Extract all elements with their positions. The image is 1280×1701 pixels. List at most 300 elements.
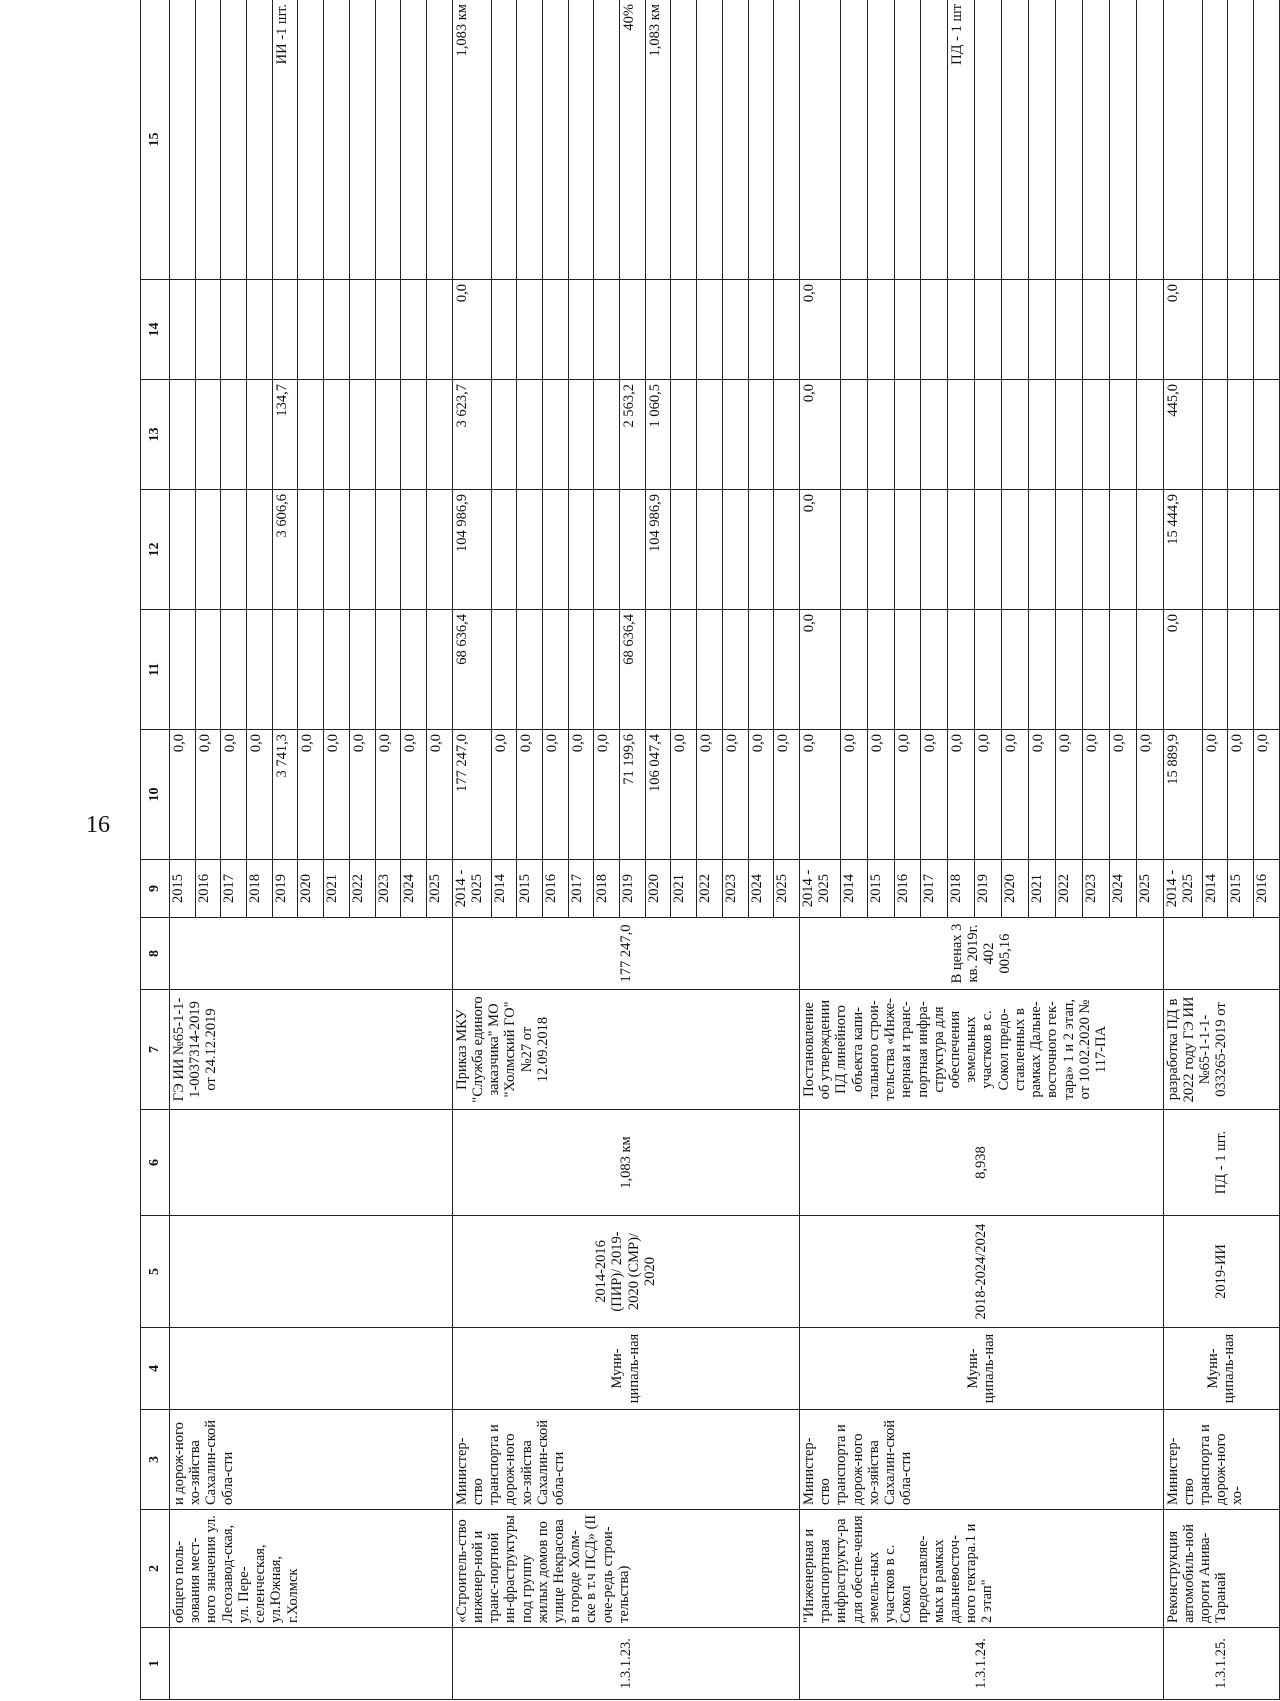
year-cell: 2021 (671, 860, 697, 918)
federal-cell (1029, 610, 1056, 730)
local-cell (1082, 380, 1109, 490)
investment-table (140, 0, 1280, 1700)
local-cell: 2 563,2 (620, 380, 646, 490)
table-row (170, 0, 196, 1700)
total-cell: 177 247,0 (452, 730, 491, 860)
year-cell: 2024 (1109, 860, 1136, 918)
regional-cell: 0,0 (799, 490, 840, 610)
customer-cell: и дорож-ного хо-зяйства Сахалин-ской обла-сти (170, 1410, 453, 1510)
result-cell (921, 0, 948, 280)
result-cell (840, 0, 867, 280)
other-cell (697, 280, 723, 380)
federal-cell (247, 610, 273, 730)
column-header-2: 2 (141, 1510, 170, 1628)
other-cell: 0,0 (799, 280, 840, 380)
total-cell: 0,0 (774, 730, 800, 860)
total-cell: 0,0 (491, 730, 517, 860)
federal-cell: 68 636,4 (452, 610, 491, 730)
result-cell (1202, 0, 1228, 280)
other-cell (867, 280, 894, 380)
federal-cell (748, 610, 774, 730)
local-cell: 1 060,5 (645, 380, 671, 490)
total-cell: 0,0 (375, 730, 401, 860)
total-cell: 0,0 (170, 730, 196, 860)
regional-cell (401, 490, 427, 610)
regional-cell (697, 490, 723, 610)
regional-cell (170, 490, 196, 610)
result-cell (594, 0, 620, 280)
other-cell (840, 280, 867, 380)
federal-cell (298, 610, 324, 730)
federal-cell (349, 610, 375, 730)
federal-cell (921, 610, 948, 730)
other-cell (1082, 280, 1109, 380)
result-cell (1136, 0, 1163, 280)
local-cell (594, 380, 620, 490)
customer-cell: Министер-ство транспорта и дорож-ного хо-зяйства Сахалин-ской обла-сти (799, 1410, 1163, 1510)
regional-cell (620, 490, 646, 610)
federal-cell (975, 610, 1002, 730)
federal-cell (543, 610, 569, 730)
total-cell: 0,0 (426, 730, 452, 860)
federal-cell (774, 610, 800, 730)
result-cell (221, 0, 247, 280)
ownership-type-cell: Муни-ципаль-ная (799, 1328, 1163, 1410)
local-cell (247, 380, 273, 490)
total-cell: 0,0 (1254, 730, 1280, 860)
regional-cell (894, 490, 921, 610)
local-cell: 3 623,7 (452, 380, 491, 490)
local-cell: 134,7 (272, 380, 298, 490)
result-cell (543, 0, 569, 280)
local-cell (748, 380, 774, 490)
local-cell (774, 380, 800, 490)
year-cell: 2017 (568, 860, 594, 918)
regional-cell (195, 490, 221, 610)
local-cell (568, 380, 594, 490)
total-cell: 0,0 (921, 730, 948, 860)
year-cell: 2023 (1082, 860, 1109, 918)
federal-cell (491, 610, 517, 730)
total-cell: 0,0 (195, 730, 221, 860)
column-header-12: 12 (141, 490, 170, 610)
federal-cell (867, 610, 894, 730)
federal-cell (1002, 610, 1029, 730)
regional-cell (948, 490, 975, 610)
other-cell (975, 280, 1002, 380)
year-cell: 2014 - 2025 (799, 860, 840, 918)
other-cell (748, 280, 774, 380)
total-cell: 0,0 (1228, 730, 1254, 860)
other-cell (722, 280, 748, 380)
year-cell: 2019 (620, 860, 646, 918)
other-cell (645, 280, 671, 380)
local-cell (1228, 380, 1254, 490)
total-cell: 0,0 (247, 730, 273, 860)
total-cell: 0,0 (867, 730, 894, 860)
local-cell (221, 380, 247, 490)
regional-cell (774, 490, 800, 610)
federal-cell (1082, 610, 1109, 730)
other-cell (594, 280, 620, 380)
document-cell: ГЭ ИИ №65-1-1-1-0037314-2019 от 24.12.2019 (170, 990, 453, 1110)
year-cell: 2019 (272, 860, 298, 918)
year-cell: 2015 (170, 860, 196, 918)
other-cell (375, 280, 401, 380)
other-cell (324, 280, 350, 380)
regional-cell (1055, 490, 1082, 610)
document-cell: Приказ МКУ "Служба единого заказчика" МО "Холмский ГО" №27 от 12.09.2018 (452, 990, 799, 1110)
local-cell (349, 380, 375, 490)
federal-cell (697, 610, 723, 730)
other-cell (1109, 280, 1136, 380)
year-cell: 2022 (1055, 860, 1082, 918)
total-cell: 0,0 (1055, 730, 1082, 860)
local-cell (491, 380, 517, 490)
federal-cell (272, 610, 298, 730)
result-cell (722, 0, 748, 280)
result-cell: ПД - 1 шт (948, 0, 975, 280)
column-header-11: 11 (141, 610, 170, 730)
year-cell: 2019 (975, 860, 1002, 918)
local-cell (1109, 380, 1136, 490)
total-cell: 0,0 (1082, 730, 1109, 860)
document-cell: Постановление об утверждении ПД линейного объекта капи-тального строи-тельства «Инже-нерная и транс-портная инфра-структура для обеспечения земельных участков в с. Сокол предо-ставленных в рамках Дальне-восточного гек-тара» 1 и 2 этап, от 10.02.2020 № 117-ПА (799, 990, 1163, 1110)
local-cell (975, 380, 1002, 490)
result-cell (867, 0, 894, 280)
local-cell (426, 380, 452, 490)
other-cell (1055, 280, 1082, 380)
year-cell: 2014 - 2025 (1163, 860, 1202, 918)
regional-cell (491, 490, 517, 610)
other-cell (247, 280, 273, 380)
result-cell (1109, 0, 1136, 280)
local-cell (1202, 380, 1228, 490)
federal-cell (1254, 610, 1280, 730)
regional-cell (1254, 490, 1280, 610)
other-cell (1228, 280, 1254, 380)
local-cell (324, 380, 350, 490)
page-number: 16 (86, 812, 110, 838)
federal-cell (324, 610, 350, 730)
year-cell: 2014 (1202, 860, 1228, 918)
result-cell (1254, 0, 1280, 280)
result-cell (401, 0, 427, 280)
federal-cell (948, 610, 975, 730)
year-cell: 2017 (221, 860, 247, 918)
other-cell (1029, 280, 1056, 380)
local-cell (697, 380, 723, 490)
local-cell (948, 380, 975, 490)
other-cell (1136, 280, 1163, 380)
object-name-cell: общего поль-зования мест-ного значения ул. Лесозавод-ская, ул. Пере-селенческая, ул.Южная, г.Холмск (170, 1510, 453, 1628)
total-cell: 0,0 (1029, 730, 1056, 860)
federal-cell: 0,0 (1163, 610, 1202, 730)
local-cell (1254, 380, 1280, 490)
result-cell (324, 0, 350, 280)
total-cell: 0,0 (401, 730, 427, 860)
result-cell (375, 0, 401, 280)
regional-cell (1029, 490, 1056, 610)
result-cell (748, 0, 774, 280)
other-cell (1202, 280, 1228, 380)
regional-cell (1082, 490, 1109, 610)
local-cell (867, 380, 894, 490)
other-cell (1002, 280, 1029, 380)
estimated-cost-cell (1163, 918, 1279, 990)
regional-cell (543, 490, 569, 610)
local-cell (840, 380, 867, 490)
other-cell (568, 280, 594, 380)
other-cell (620, 280, 646, 380)
other-cell (426, 280, 452, 380)
regional-cell (298, 490, 324, 610)
column-header-10: 10 (141, 730, 170, 860)
regional-cell (1228, 490, 1254, 610)
column-header-14: 14 (141, 280, 170, 380)
result-cell: ИИ -1 шт. (272, 0, 298, 280)
object-number-cell: 1.3.1.24. (799, 1628, 1163, 1700)
federal-cell (221, 610, 247, 730)
year-cell: 2024 (748, 860, 774, 918)
column-header-5: 5 (141, 1216, 170, 1328)
regional-cell (594, 490, 620, 610)
other-cell (543, 280, 569, 380)
result-cell (170, 0, 196, 280)
customer-cell: Министер-ство транспорта и дорож-ного хо-зяйства Сахалин-ской обла-сти (452, 1410, 799, 1510)
table-row (1163, 0, 1202, 1700)
year-cell: 2024 (401, 860, 427, 918)
column-header-6: 6 (141, 1110, 170, 1216)
year-cell: 2020 (298, 860, 324, 918)
result-cell (426, 0, 452, 280)
other-cell (894, 280, 921, 380)
period-cell: 2018-2024/2024 (799, 1216, 1163, 1328)
table-row (452, 0, 491, 1700)
column-header-9: 9 (141, 860, 170, 918)
local-cell (921, 380, 948, 490)
result-cell (568, 0, 594, 280)
total-cell: 0,0 (298, 730, 324, 860)
regional-cell (1202, 490, 1228, 610)
federal-cell (375, 610, 401, 730)
total-cell: 0,0 (975, 730, 1002, 860)
federal-cell (1228, 610, 1254, 730)
year-cell: 2021 (324, 860, 350, 918)
federal-cell (426, 610, 452, 730)
federal-cell (1055, 610, 1082, 730)
other-cell (671, 280, 697, 380)
total-cell: 0,0 (799, 730, 840, 860)
local-cell (195, 380, 221, 490)
regional-cell (921, 490, 948, 610)
total-cell: 0,0 (324, 730, 350, 860)
federal-cell (401, 610, 427, 730)
table-row (799, 0, 840, 1700)
object-name-cell: Реконструкция автомобиль-ной дороги Анива-Таранай (1163, 1510, 1279, 1628)
column-header-8: 8 (141, 918, 170, 990)
total-cell: 0,0 (594, 730, 620, 860)
result-cell (517, 0, 543, 280)
other-cell: 0,0 (452, 280, 491, 380)
federal-cell (645, 610, 671, 730)
federal-cell (722, 610, 748, 730)
estimated-cost-cell: В ценах 3 кв. 2019г. 402 005,16 (799, 918, 1163, 990)
other-cell: 0,0 (1163, 280, 1202, 380)
federal-cell (840, 610, 867, 730)
regional-cell (722, 490, 748, 610)
result-cell (975, 0, 1002, 280)
document-cell: разработка ПД в 2022 году ГЭ ИИ №65-1-1-1-033265-2019 от (1163, 990, 1279, 1110)
federal-cell (671, 610, 697, 730)
year-cell: 2025 (1136, 860, 1163, 918)
estimated-cost-cell: 177 247,0 (452, 918, 799, 990)
regional-cell (840, 490, 867, 610)
regional-cell (1109, 490, 1136, 610)
year-cell: 2016 (543, 860, 569, 918)
total-cell: 0,0 (671, 730, 697, 860)
total-cell: 15 889,9 (1163, 730, 1202, 860)
year-cell: 2016 (195, 860, 221, 918)
other-cell (948, 280, 975, 380)
total-cell: 0,0 (1136, 730, 1163, 860)
result-cell (298, 0, 324, 280)
other-cell (921, 280, 948, 380)
local-cell: 445,0 (1163, 380, 1202, 490)
total-cell: 0,0 (748, 730, 774, 860)
total-cell: 0,0 (221, 730, 247, 860)
local-cell (375, 380, 401, 490)
total-cell: 71 199,6 (620, 730, 646, 860)
regional-cell (375, 490, 401, 610)
result-cell (1029, 0, 1056, 280)
result-cell (1163, 0, 1202, 280)
local-cell: 0,0 (799, 380, 840, 490)
rotated-table-stage (140, 0, 1280, 1700)
year-cell: 2014 (840, 860, 867, 918)
local-cell (170, 380, 196, 490)
other-cell (517, 280, 543, 380)
total-cell: 0,0 (1109, 730, 1136, 860)
other-cell (221, 280, 247, 380)
federal-cell: 0,0 (799, 610, 840, 730)
regional-cell (1136, 490, 1163, 610)
capacity-cell: ПД - 1 шт. (1163, 1110, 1279, 1216)
other-cell (401, 280, 427, 380)
year-cell: 2022 (349, 860, 375, 918)
result-cell (1055, 0, 1082, 280)
regional-cell: 3 606,6 (272, 490, 298, 610)
local-cell (1136, 380, 1163, 490)
capacity-cell: 8,938 (799, 1110, 1163, 1216)
regional-cell (568, 490, 594, 610)
year-cell: 2018 (247, 860, 273, 918)
federal-cell (517, 610, 543, 730)
other-cell (349, 280, 375, 380)
total-cell: 0,0 (722, 730, 748, 860)
year-cell: 2014 (491, 860, 517, 918)
regional-cell (324, 490, 350, 610)
year-cell: 2015 (867, 860, 894, 918)
year-cell: 2022 (697, 860, 723, 918)
result-cell (349, 0, 375, 280)
customer-cell: Министер-ство транспорта и дорож-ного хо- (1163, 1410, 1279, 1510)
other-cell (491, 280, 517, 380)
object-number-cell: 1.3.1.23. (452, 1628, 799, 1700)
regional-cell (349, 490, 375, 610)
year-cell: 2015 (1228, 860, 1254, 918)
year-cell: 2025 (426, 860, 452, 918)
federal-cell (1136, 610, 1163, 730)
regional-cell (517, 490, 543, 610)
local-cell (543, 380, 569, 490)
regional-cell: 104 986,9 (452, 490, 491, 610)
result-cell (894, 0, 921, 280)
result-cell (774, 0, 800, 280)
total-cell: 0,0 (1002, 730, 1029, 860)
federal-cell (1109, 610, 1136, 730)
column-header-7: 7 (141, 990, 170, 1110)
total-cell: 106 047,4 (645, 730, 671, 860)
other-cell (298, 280, 324, 380)
period-cell: 2019-ИИ (1163, 1216, 1279, 1328)
total-cell: 0,0 (840, 730, 867, 860)
result-cell (671, 0, 697, 280)
result-cell: 40% (620, 0, 646, 280)
regional-cell (671, 490, 697, 610)
column-header-13: 13 (141, 380, 170, 490)
result-cell (1002, 0, 1029, 280)
regional-cell (247, 490, 273, 610)
regional-cell: 15 444,9 (1163, 490, 1202, 610)
regional-cell (748, 490, 774, 610)
ownership-type-cell: Муни-ципаль-ная (1163, 1328, 1279, 1410)
result-cell (491, 0, 517, 280)
total-cell: 3 741,3 (272, 730, 298, 860)
period-cell: 2014-2016 (ПИР)/ 2019-2020 (СМР)/ 2020 (452, 1216, 799, 1328)
regional-cell (867, 490, 894, 610)
period-cell (170, 1216, 453, 1328)
total-cell: 0,0 (543, 730, 569, 860)
federal-cell (1202, 610, 1228, 730)
total-cell: 0,0 (894, 730, 921, 860)
result-cell (195, 0, 221, 280)
other-cell (272, 280, 298, 380)
year-cell: 2018 (948, 860, 975, 918)
year-cell: 2021 (1029, 860, 1056, 918)
year-cell: 2023 (375, 860, 401, 918)
object-name-cell: "Инженерная и транспортная инфраструкту-ра для обеспе-чения земель-ных участков в с. Сокол предоставляе-мых в рамках дальневосточ-ного гектара.1 и 2 этап" (799, 1510, 1163, 1628)
column-header-15: 15 (141, 0, 170, 280)
year-cell: 2020 (645, 860, 671, 918)
total-cell: 0,0 (349, 730, 375, 860)
local-cell (671, 380, 697, 490)
other-cell (1254, 280, 1280, 380)
ownership-type-cell (170, 1328, 453, 1410)
capacity-cell (170, 1110, 453, 1216)
total-cell: 0,0 (1202, 730, 1228, 860)
result-cell (799, 0, 840, 280)
total-cell: 0,0 (697, 730, 723, 860)
result-cell (247, 0, 273, 280)
regional-cell (426, 490, 452, 610)
local-cell (894, 380, 921, 490)
result-cell: 1,083 км (645, 0, 671, 280)
local-cell (298, 380, 324, 490)
total-cell: 0,0 (517, 730, 543, 860)
federal-cell (594, 610, 620, 730)
result-cell (697, 0, 723, 280)
